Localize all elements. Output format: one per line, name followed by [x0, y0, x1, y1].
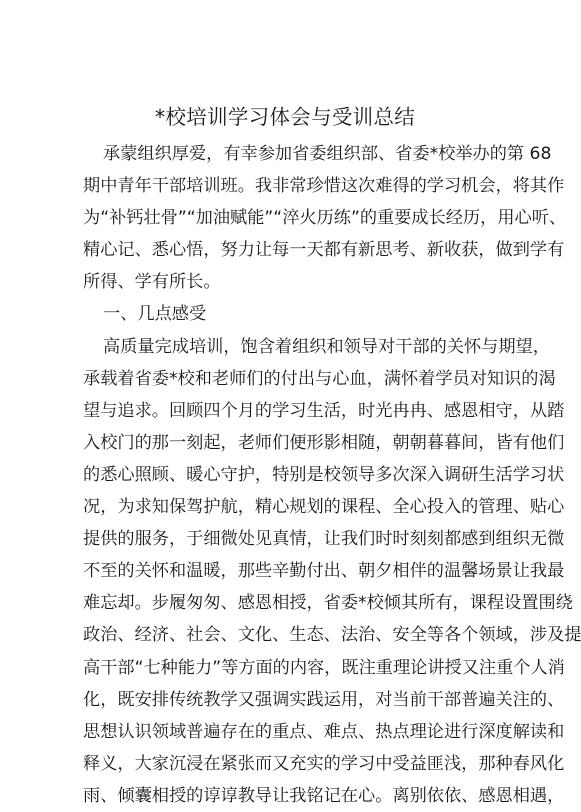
paragraph-line: 期中青年干部培训班。我非常珍惜这次难得的学习机会，将其作 — [83, 176, 565, 197]
paragraph-line: 高干部“七种能力”等方面的内容，既注重理论讲授又注重个人消 — [83, 657, 565, 678]
paragraph-line: 雨、倾囊相授的谆谆教导让我铭记在心。离别依依、感恩相遇， — [83, 785, 565, 806]
paragraph-line: 难忘却。步履匆匆、感恩相授，省委*校倾其所有，课程设置围绕 — [83, 593, 573, 614]
paragraph-line: 思想认识领域普遍存在的重点、难点、热点理论进行深度解读和 — [83, 721, 565, 742]
document-body — [83, 138, 581, 812]
paragraph-line: 所得、学有所长。 — [83, 272, 221, 293]
document-title: *校培训学习体会与受训总结 — [154, 105, 416, 129]
paragraph-line: 政治、经济、社会、文化、生态、法治、安全等各个领域，涉及提 — [83, 625, 581, 646]
paragraph-line: 为“补钙壮骨”“加油赋能”“淬火历练”的重要成长经历，用心听、 — [83, 208, 567, 229]
section-heading: 一、几点感受 — [103, 304, 207, 325]
paragraph-line: 高质量完成培训，饱含着组织和领导对干部的关怀与期望， — [103, 336, 550, 357]
paragraph-line: 况，为求知保驾护航，精心规划的课程、全心投入的管理、贴心 — [83, 497, 565, 518]
paragraph-line: 望与追求。回顾四个月的学习生活，时光冉冉、感恩相守，从踏 — [83, 400, 565, 421]
paragraph-line: 化，既安排传统教学又强调实践运用，对当前干部普遍关注的、 — [83, 689, 565, 710]
paragraph-line: 入校门的那一刻起，老师们便形影相随，朝朝暮暮间，皆有他们 — [83, 432, 565, 453]
paragraph-line: 承蒙组织厚爱，有幸参加省委组织部、省委*校举办的第 68 — [103, 144, 552, 164]
paragraph-line: 承载着省委*校和老师们的付出与心血，满怀着学员对知识的渴 — [83, 368, 556, 389]
paragraph-line: 的悉心照顾、暖心守护，特别是校领导多次深入调研生活学习状 — [83, 464, 565, 485]
paragraph-line: 释义，大家沉浸在紧张而又充实的学习中受益匪浅，那种春风化 — [83, 753, 565, 774]
paragraph-line: 精心记、悉心悟，努力让每一天都有新思考、新收获，做到学有 — [83, 240, 565, 261]
paragraph-line: 不至的关怀和温暖，那些辛勤付出、朝夕相伴的温馨场景让我最 — [83, 561, 565, 582]
paragraph-line: 提供的服务，于细微处见真情，让我们时时刻刻都感到组织无微 — [83, 529, 565, 550]
